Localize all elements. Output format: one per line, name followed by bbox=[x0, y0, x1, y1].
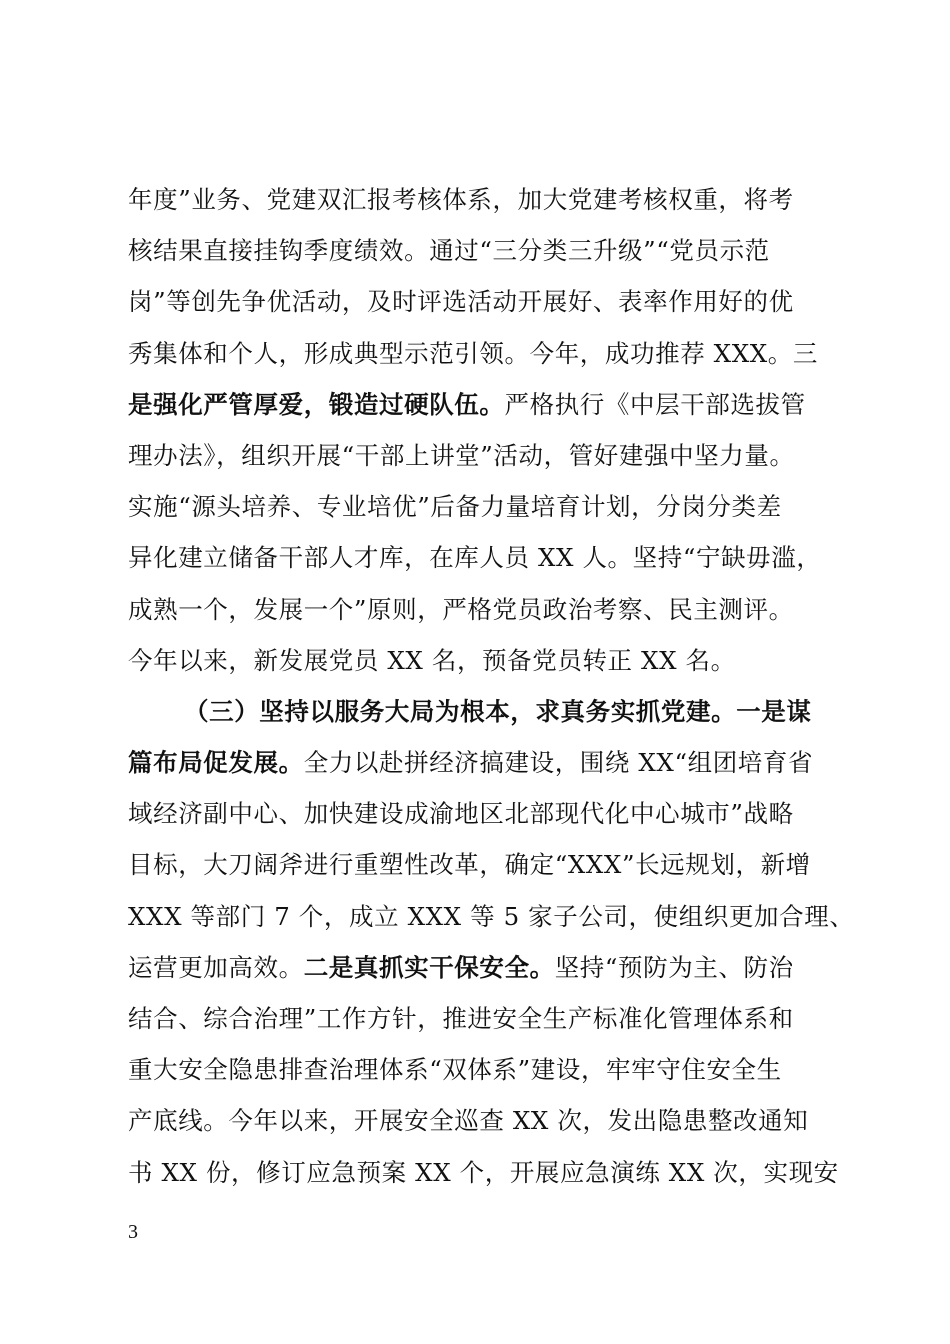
text-line: 重大安全隐患排查治理体系“双体系”建设，牢牢守住安全生 bbox=[128, 1055, 782, 1085]
text-line: 理办法》，组织开展“干部上讲堂”活动，管好建强中坚力量。 bbox=[128, 440, 795, 470]
text-line: 域经济副中心、加快建设成渝地区北部现代化中心城市”战略 bbox=[128, 799, 794, 829]
page-number: 3 bbox=[128, 1221, 138, 1243]
text-line: 核结果直接挂钩季度绩效。通过“三分类三升级”“党员示范 bbox=[128, 236, 770, 266]
text-line: 产底线。今年以来，开展安全巡查 XX 次，发出隐患整改通知 bbox=[128, 1106, 809, 1136]
text-line: 实施“源头培养、专业培优”后备力量培育计划，分岗分类差 bbox=[128, 492, 782, 522]
body-text bbox=[128, 174, 855, 1198]
text-line: 异化建立储备干部人才库，在库人员 XX 人。坚持“宁缺毋滥， bbox=[128, 543, 822, 573]
section-heading: （三）坚持以服务大局为根本，求真务实抓党建。一是谋 bbox=[184, 696, 812, 726]
text-line: 年度”业务、党建双汇报考核体系，加大党建考核权重，将考 bbox=[128, 185, 794, 214]
text-line: 运营更加高效。二是真抓实干保安全。坚持“预防为主、防治 bbox=[128, 952, 794, 982]
text-line: 结合、综合治理”工作方针，推进安全生产标准化管理体系和 bbox=[128, 1004, 794, 1033]
text-line: 是强化严管厚爱，锻造过硬队伍。严格执行《中层干部选拔管 bbox=[128, 389, 806, 419]
bold-heading-1: 篇布局促发展。 bbox=[128, 748, 304, 778]
text-line: 秀集体和个人，形成典型示范引领。今年，成功推荐 XXX。三 bbox=[128, 338, 819, 368]
text-line: 今年以来，新发展党员 XX 名，预备党员转正 XX 名。 bbox=[128, 645, 736, 675]
text-line: XXX 等部门 7 个，成立 XXX 等 5 家子公司，使组织更加合理、 bbox=[128, 901, 855, 931]
text-line: 篇布局促发展。全力以赴拼经济搞建设，围绕 XX“组团培育省 bbox=[128, 748, 814, 778]
text-line: 成熟一个，发展一个”原则，严格党员政治考察、民主测评。 bbox=[128, 594, 794, 624]
text-line: 目标，大刀阔斧进行重塑性改革，确定“XXX”长远规划，新增 bbox=[128, 850, 811, 880]
bold-heading-2: 二是真抓实干保安全。 bbox=[303, 952, 555, 982]
bold-heading-3: 是强化严管厚爱，锻造过硬队伍。 bbox=[128, 389, 505, 419]
text-line: 书 XX 份，修订应急预案 XX 个，开展应急演练 XX 次，实现安 bbox=[128, 1157, 839, 1187]
text-line: 岗”等创先争优活动，及时评选活动开展好、表率作用好的优 bbox=[128, 287, 794, 317]
